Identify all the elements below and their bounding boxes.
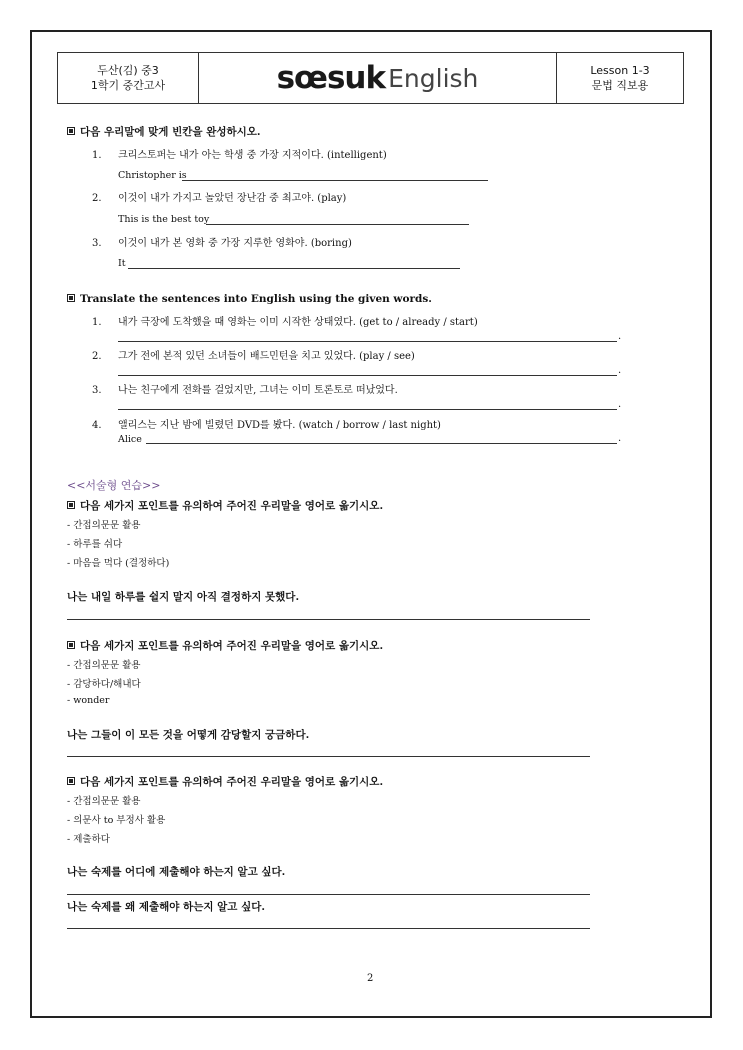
header-type: 문법 직보용 — [591, 79, 649, 92]
section1-title-text: 다음 우리말에 맞게 빈칸을 완성하시오. — [80, 126, 261, 138]
section2-question-4 — [92, 416, 441, 431]
checkbox-square-icon — [67, 294, 75, 302]
answer-blank-line[interactable] — [67, 619, 590, 620]
section2-answer-4-prefix: Alice — [118, 434, 142, 445]
point-item: - 제출하다 — [67, 834, 110, 845]
checkbox-square-icon — [67, 641, 75, 649]
practice-block-1-title — [67, 498, 383, 513]
practice-title-text: 다음 세가지 포인트를 유의하여 주어진 우리말을 영어로 옮기시오. — [80, 640, 384, 652]
question-text: 이것이 내가 본 영화 중 가장 지루한 영화야. (boring) — [118, 238, 352, 249]
point-item: - wonder — [67, 695, 110, 706]
question-text: 크리스토퍼는 내가 아는 학생 중 가장 지적이다. (intelligent) — [118, 150, 387, 161]
checkbox-square-icon — [67, 501, 75, 509]
line-period: . — [618, 365, 622, 376]
section1-title — [67, 124, 261, 139]
section1-answer-1-prefix: Christopher is — [118, 170, 187, 181]
practice-sentence: 나는 숙제를 어디에 제출해야 하는지 알고 싶다. — [67, 866, 286, 878]
page-number: 2 — [367, 973, 374, 984]
point-item: - 간접의문문 활용 — [67, 660, 141, 671]
question-number: 2. — [92, 193, 102, 204]
answer-blank-line[interactable] — [67, 894, 590, 895]
header-school: 두산(김) 중3 — [97, 64, 159, 77]
answer-blank-line[interactable] — [146, 443, 617, 444]
question-number: 1. — [92, 317, 102, 328]
question-number: 2. — [92, 351, 102, 362]
question-text: 그가 전에 본적 있던 소녀들이 배드민턴을 치고 있었다. (play / see) — [118, 351, 415, 362]
worksheet-header — [57, 52, 684, 104]
section2-title — [67, 293, 432, 305]
question-number: 4. — [92, 420, 102, 431]
section2-title-text: Translate the sentences into English using the given words. — [80, 293, 432, 305]
question-text: 이것이 내가 가지고 놀았던 장난감 중 최고야. (play) — [118, 193, 347, 204]
answer-blank-line[interactable] — [118, 341, 617, 342]
logo-sub-text: English — [388, 63, 479, 93]
section1-question-2 — [92, 189, 346, 204]
question-text: 내가 극장에 도착했을 때 영화는 이미 시작한 상태였다. (get to / already / start) — [118, 317, 478, 328]
section2-question-3 — [92, 381, 398, 396]
practice-sentence: 나는 숙제를 왜 제출해야 하는지 알고 싶다. — [67, 901, 266, 913]
point-item: - 간접의문문 활용 — [67, 520, 141, 531]
question-number: 3. — [92, 385, 102, 396]
practice-heading: <<서술형 연습>> — [67, 479, 161, 492]
practice-block-2-title — [67, 638, 383, 653]
practice-block-3-title — [67, 774, 383, 789]
point-item: - 감당하다/해내다 — [67, 679, 141, 690]
header-exam-info — [58, 53, 199, 103]
answer-blank-line[interactable] — [128, 268, 460, 269]
line-period: . — [618, 433, 622, 444]
logo-main-text: sœsuk — [276, 59, 386, 96]
header-lesson: Lesson 1-3 — [590, 64, 650, 77]
section1-question-1 — [92, 146, 387, 161]
practice-title-text: 다음 세가지 포인트를 유의하여 주어진 우리말을 영어로 옮기시오. — [80, 500, 384, 512]
question-number: 1. — [92, 150, 102, 161]
line-period: . — [618, 399, 622, 410]
point-item: - 마음을 먹다 (결정하다) — [67, 558, 170, 569]
section1-answer-2-prefix: This is the best toy — [118, 214, 210, 225]
section2-question-1 — [92, 313, 478, 328]
header-logo — [199, 53, 556, 103]
answer-blank-line[interactable] — [67, 928, 590, 929]
section1-question-3 — [92, 234, 352, 249]
checkbox-square-icon — [67, 777, 75, 785]
header-exam: 1학기 중간고사 — [90, 79, 166, 92]
practice-sentence: 나는 내일 하루를 쉴지 말지 아직 결정하지 못했다. — [67, 591, 300, 603]
answer-blank-line[interactable] — [118, 409, 617, 410]
practice-title-text: 다음 세가지 포인트를 유의하여 주어진 우리말을 영어로 옮기시오. — [80, 776, 384, 788]
question-number: 3. — [92, 238, 102, 249]
question-text: 나는 친구에게 전화를 걸었지만, 그녀는 이미 토론토로 떠났었다. — [118, 385, 398, 396]
header-lesson-info — [556, 53, 683, 103]
line-period: . — [618, 331, 622, 342]
answer-blank-line[interactable] — [118, 375, 617, 376]
point-item: - 간접의문문 활용 — [67, 796, 141, 807]
answer-blank-line[interactable] — [67, 756, 590, 757]
section2-question-2 — [92, 347, 415, 362]
question-text: 앨리스는 지난 밤에 빌렸던 DVD를 봤다. (watch / borrow / last night) — [118, 420, 441, 431]
practice-sentence: 나는 그들이 이 모든 것을 어떻게 감당할지 궁금하다. — [67, 729, 310, 741]
checkbox-square-icon — [67, 127, 75, 135]
section1-answer-3-prefix: It — [118, 258, 126, 269]
answer-blank-line[interactable] — [182, 180, 488, 181]
point-item: - 하루를 쉬다 — [67, 539, 123, 550]
point-item: - 의문사 to 부정사 활용 — [67, 815, 166, 826]
answer-blank-line[interactable] — [206, 224, 469, 225]
